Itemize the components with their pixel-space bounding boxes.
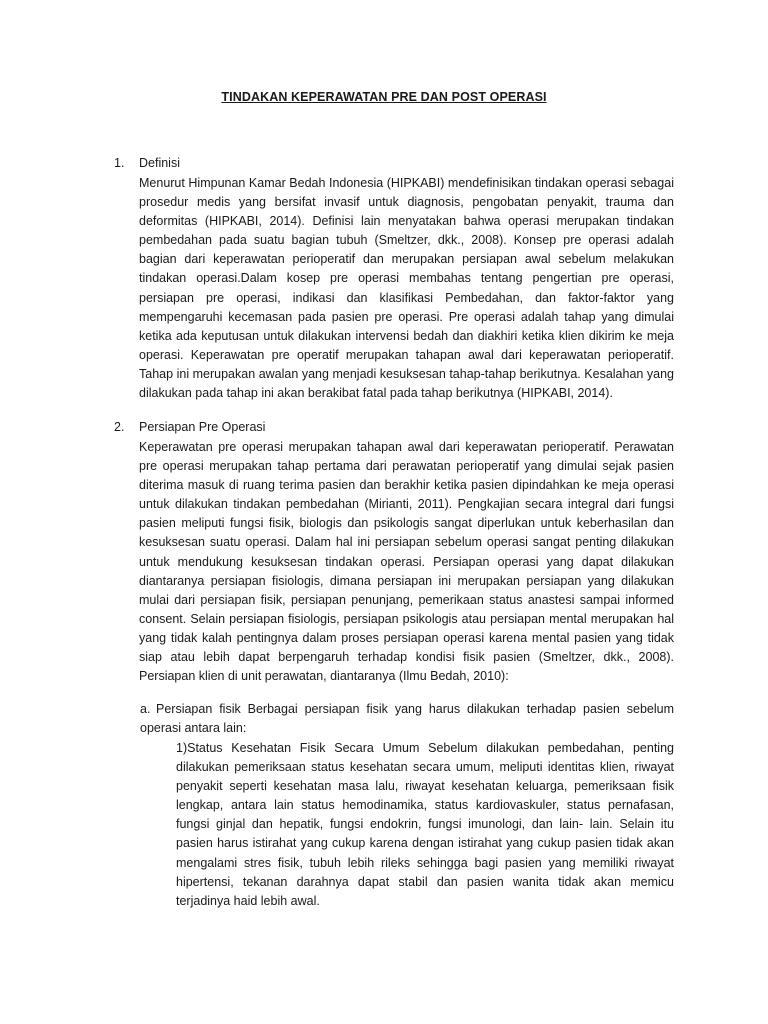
section-number: 2. <box>114 420 125 434</box>
subsection-label: a. <box>140 702 151 716</box>
document-title: TINDAKAN KEPERAWATAN PRE DAN POST OPERASI <box>221 90 547 104</box>
subsection-text: Persiapan fisik Berbagai persiapan fisik yang harus dilakukan terhadap pasien sebelum operasi antara lain: <box>140 702 674 736</box>
subsection-text-wrap <box>140 700 674 738</box>
section-number: 1. <box>114 156 125 170</box>
subsection-1-status-kesehatan: 1)Status Kesehatan Fisik Secara Umum Sebelum dilakukan pembedahan, penting dilakukan pemeriksaan status kesehatan secara umum, meliputi identitas klien, riwayat penyakit seperti kesehatan masa lalu, riwayat kesehatan keluarga, pemeriksaan fisik lengkap, antara lain status hemodinamika, status kardiovaskuler, status pernafasan, fungsi ginjal dan hepatik, fungsi endokrin, fungsi imunologi, dan lain- lain. Selain itu pasien harus istirahat yang cukup karena dengan istirahat yang cukup pasien tidak akan mengalami stres fisik, tubuh lebih rileks sehingga bagi pasien yang memiliki riwayat hipertensi, tekanan darahnya dapat stabil dan pasien wanita tidak akan memicu terjadinya haid lebih awal. <box>176 741 674 908</box>
section-heading: Persiapan Pre Operasi <box>139 420 266 434</box>
section-body: Menurut Himpunan Kamar Bedah Indonesia (HIPKABI) mendefinisikan tindakan operasi sebagai prosedur medis yang bersifat invasif untuk diagnosis, pengobatan penyakit, trauma dan deformitas (HIPKABI, 2014). Definisi lain menyatakan bahwa operasi merupakan tindakan pembedahan pada suatu bagian tubuh (Smeltzer, dkk., 2008). Konsep pre operasi adalah bagian dari keperawatan perioperatif dan merupakan persiapan awal sebelum melakukan tindakan operasi.Dalam kosep pre operasi membahas tentang pengertian pre operasi, persiapan pre operasi, indikasi dan klasifikasi Pembedahan, dan faktor-faktor yang mempengaruhi kecemasan pada pasien pre operasi. Pre operasi adalah tahap yang dimulai ketika ada keputusan untuk dilakukan intervensi bedah dan diakhiri ketika klien dikirim ke meja operasi. Keperawatan pre operatif merupakan tahapan awal dari keperawatan perioperatif. Tahap ini merupakan awalan yang menjadi kesuksesan tahap-tahap berikutnya. Kesalahan yang dilakukan pada tahap ini akan berakibat fatal pada tahap berikutnya (HIPKABI, 2014). <box>139 176 674 401</box>
section-heading: Definisi <box>139 156 180 170</box>
section-body: Keperawatan pre operasi merupakan tahapan awal dari keperawatan perioperatif. Perawatan pre operasi merupakan tahap pertama dari perawatan perioperatif yang dimulai sejak pasien diterima masuk di ruang terima pasien dan berakhir ketika pasien dipindahkan ke meja operasi untuk dilakukan tindakan pembedahan (Mirianti, 2011). Pengkajian secara integral dari fungsi pasien meliputi fungsi fisik, biologis dan psikologis sangat diperlukan untuk keberhasilan dan kesuksesan suatu operasi. Dalam hal ini persiapan sebelum operasi sangat penting dilakukan untuk mendukung kesuksesan tindakan operasi. Persiapan operasi yang dapat dilakukan diantaranya persiapan fisiologis, dimana persiapan ini merupakan persiapan yang dilakukan mulai dari persiapan fisik, persiapan penunjang, pemerikaan status anastesi sampai informed consent. Selain persiapan fisiologis, persiapan psikologis atau persiapan mental merupakan hal yang tidak kalah pentingnya dalam proses persiapan operasi karena mental pasien yang tidak siap atau lebih dapat berpengaruh terhadap kondisi fisik pasien (Smeltzer, dkk., 2008). Persiapan klien di unit perawatan, diantaranya (Ilmu Bedah, 2010): <box>139 440 674 684</box>
